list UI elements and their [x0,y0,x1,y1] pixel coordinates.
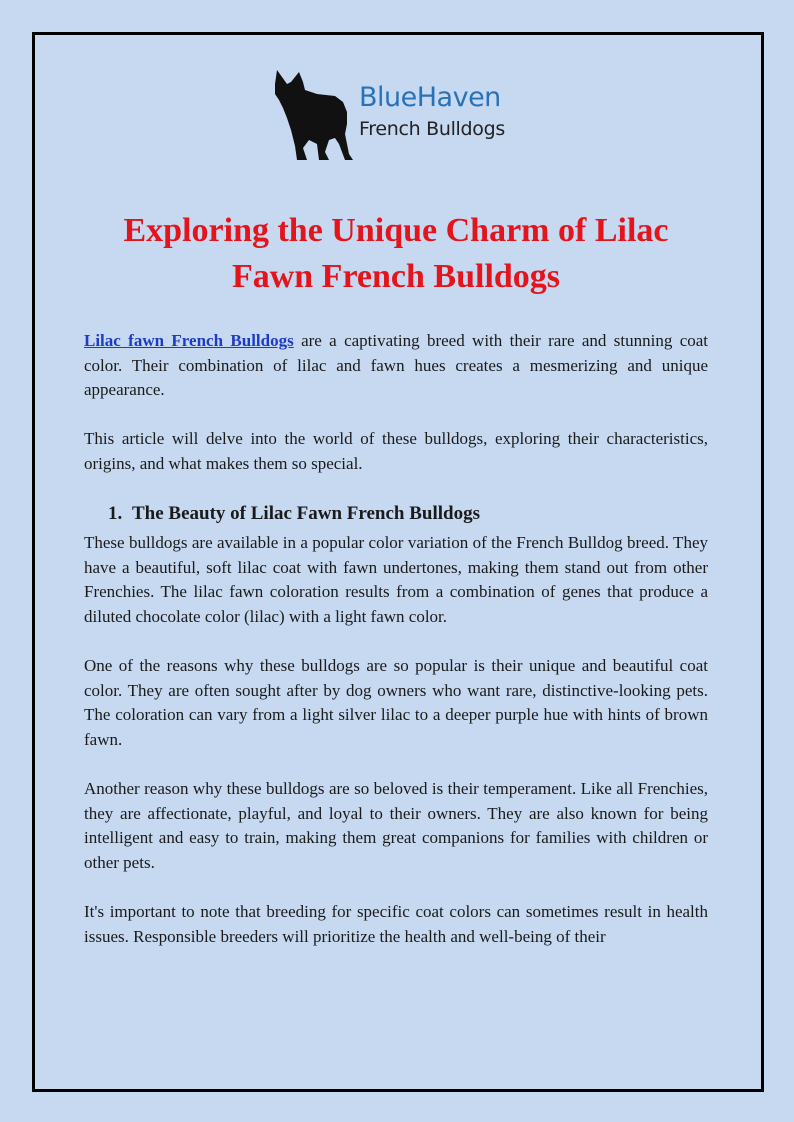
intro-text: are a captivating breed with their rare and stunning coat color. Their combination of lilac and fawn hues creates a mesmerizing and unique appearance. [84,331,709,400]
section-heading [108,501,708,527]
brand-tagline: French Bulldogs [359,118,505,140]
article-title: Exploring the Unique Charm of Lilac Fawn French Bulldogs [123,212,669,295]
section-paragraph: These bulldogs are available in a popular color variation of the French Bulldog breed. They have a beautiful, soft lilac coat with fawn undertones, making them stand out from other Frenchies. The lilac fawn coloration results from a combination of genes that produce a diluted chocolate color (lilac) with a light fawn color. [84,533,708,626]
section-heading-text: The Beauty of Lilac Fawn French Bulldogs [132,503,481,525]
section-paragraph: Another reason why these bulldogs are so beloved is their temperament. Like all Frenchies, they are affectionate, playful, and loyal to their owners. They are also known for being intelligent and easy to train, making them great companions for families with children or other pets. [84,779,708,872]
brand-logo [273,68,533,168]
paragraph-2: This article will delve into the world of these bulldogs, exploring their characteristics, origins, and what makes them so special. [84,429,708,473]
lilac-fawn-link[interactable]: Lilac fawn French Bulldogs [84,331,294,350]
intro-paragraph [84,329,708,403]
french-bulldog-silhouette-icon [273,68,355,164]
section-paragraph: One of the reasons why these bulldogs are so popular is their unique and beautiful coat color. They are often sought after by dog owners who want rare, distinctive-looking pets. The coloration can vary from a light silver lilac to a deeper purple hue with hints of brown fawn. [84,656,708,749]
article-body [84,329,708,974]
brand-name: BlueHaven [359,82,501,113]
section-number: 1. [108,503,123,525]
section-paragraph: It's important to note that breeding for specific coat colors can sometimes result in health issues. Responsible breeders will prioritize the health and well-being of their [84,902,708,946]
